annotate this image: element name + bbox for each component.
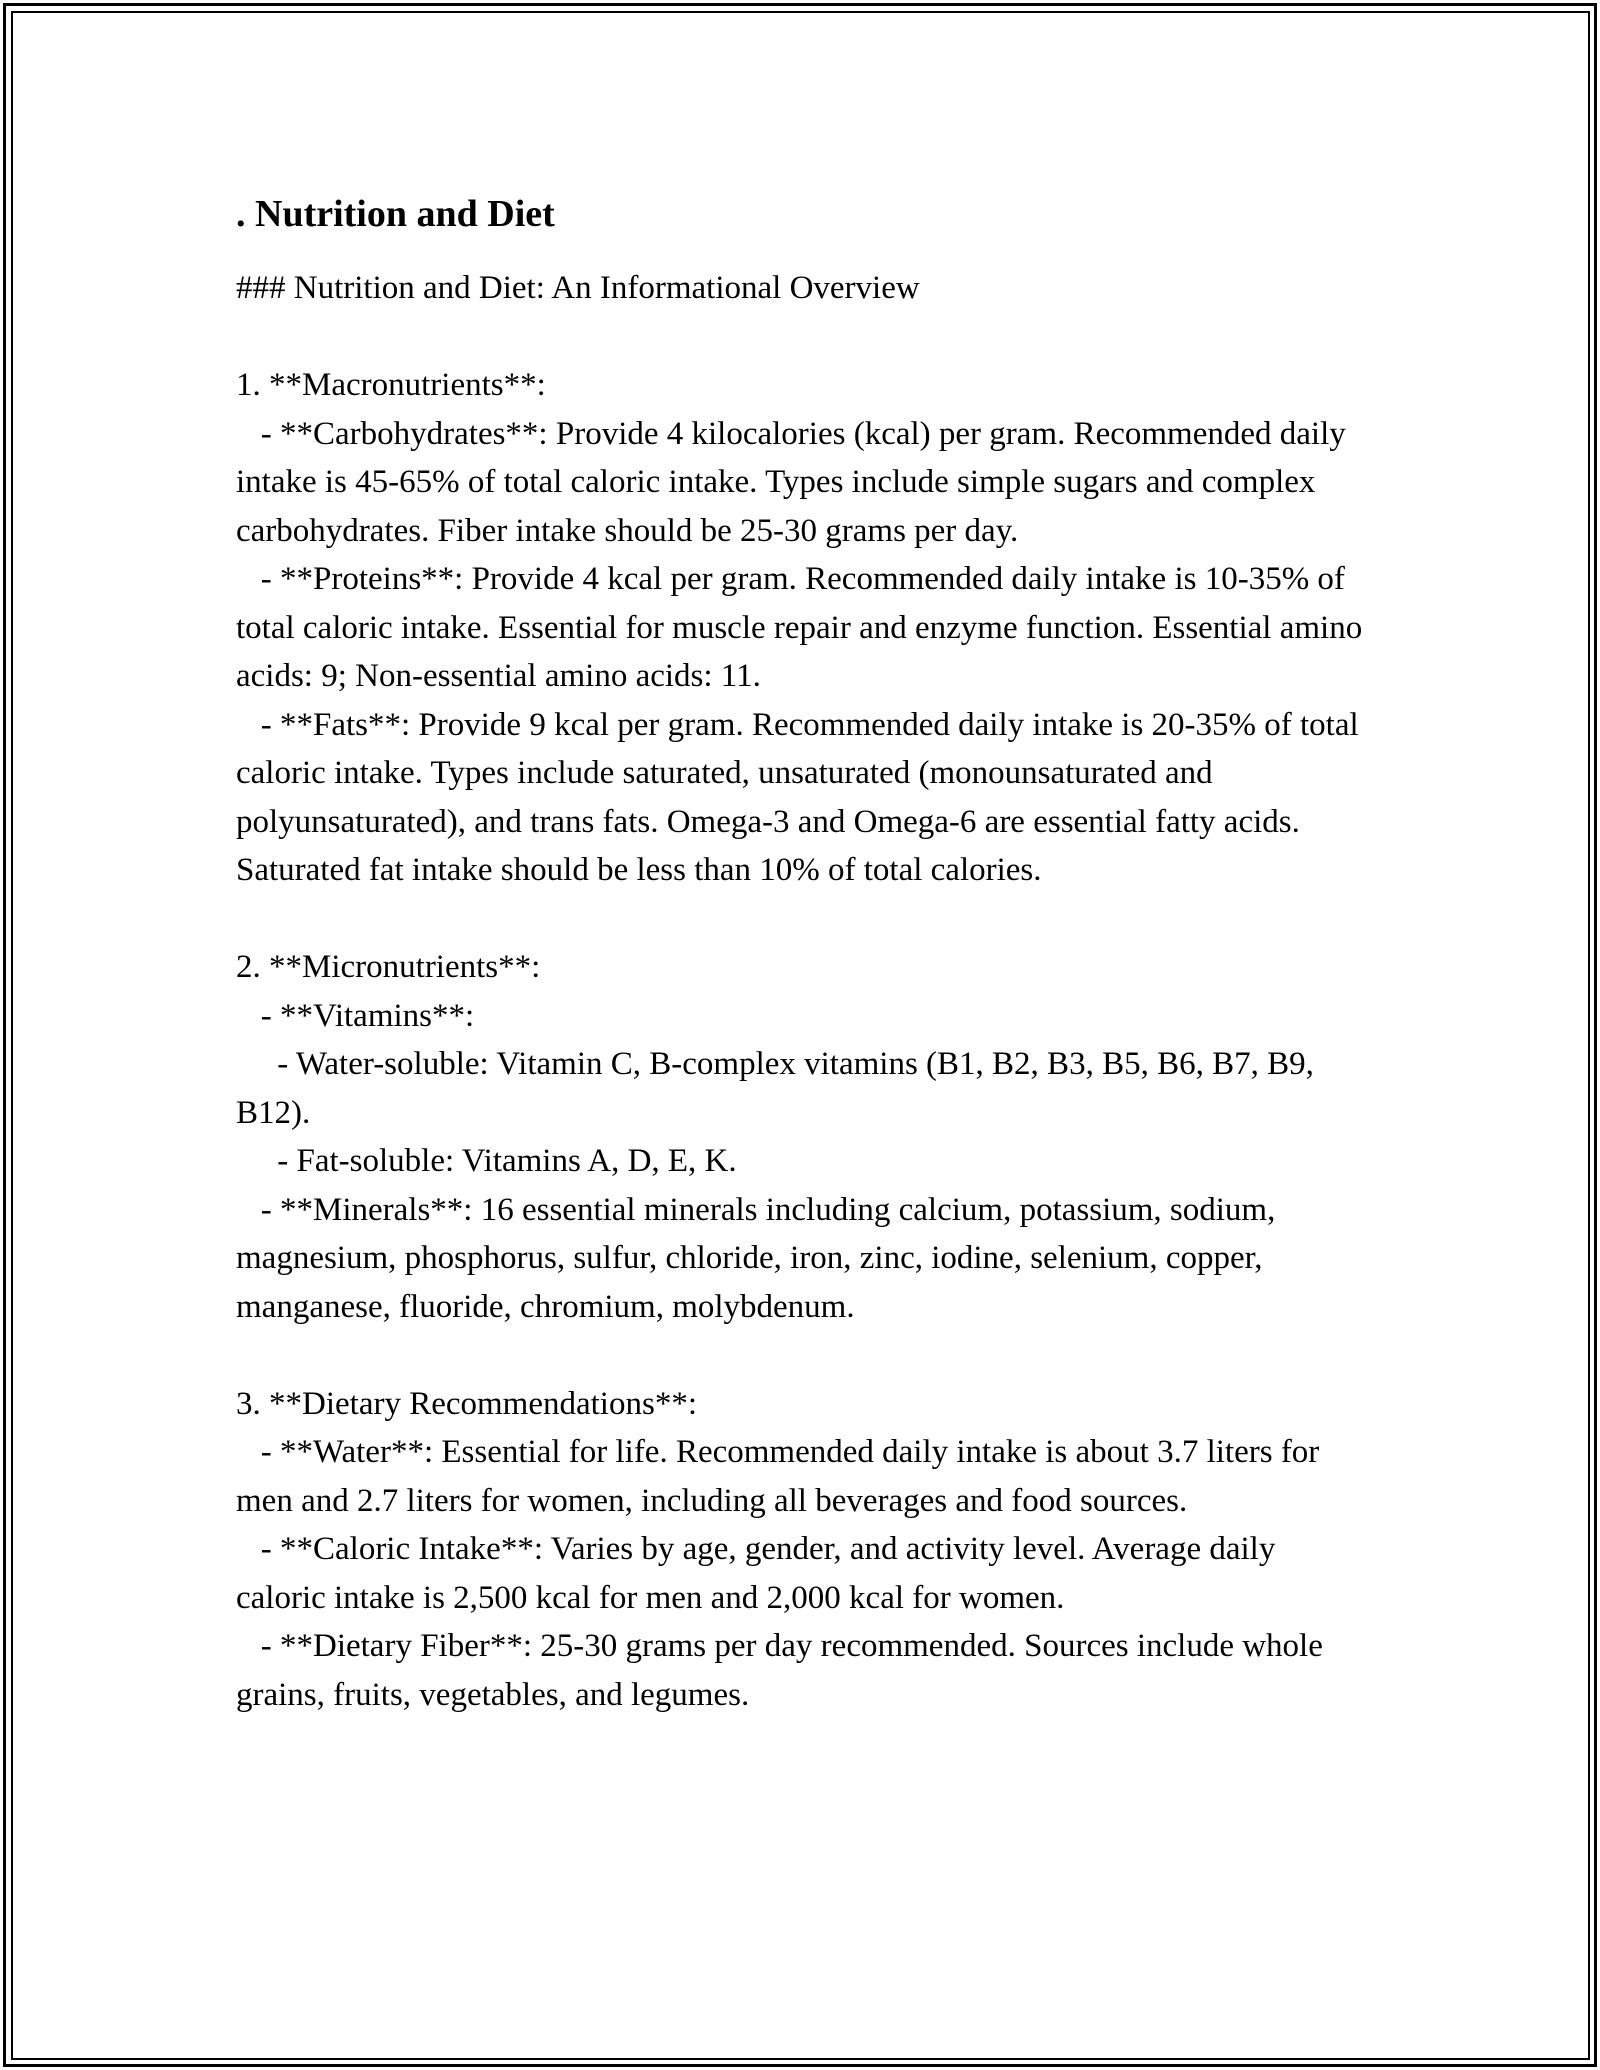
document-page: [236, 190, 1366, 1719]
document-body: ### Nutrition and Diet: An Informational Overview 1. **Macronutrients**: - **Carbohydrates**: Provide 4 kilocalories (kcal) per gram. Recommended daily intake is 45-65% of total caloric intake. Types include simple sugars and complex carbohydrates. Fiber intake should be 25-30 grams per day. - **Proteins**: Provide 4 kcal per gram. Recommended daily intake is 10-35% of total caloric intake. Essential for muscle repair and enzyme function. Essential amino acids: 9; Non-essential amino acids: 11. - **Fats**: Provide 9 kcal per gram. Recommended daily intake is 20-35% of total caloric intake. Types include saturated, unsaturated (monounsaturated and polyunsaturated), and trans fats. Omega-3 and Omega-6 are essential fatty acids. Saturated fat intake should be less than 10% of total calories. 2. **Micronutrients**: - **Vitamins**: - Water-soluble: Vitamin C, B-complex vitamins (B1, B2, B3, B5, B6, B7, B9, B12). - Fat-soluble: Vitamins A, D, E, K. - **Minerals**: 16 essential minerals including calcium, potassium, sodium, magnesium, phosphorus, sulfur, chloride, iron, zinc, iodine, selenium, copper, manganese, fluoride, chromium, molybdenum. 3. **Dietary Recommendations**: - **Water**: Essential for life. Recommended daily intake is about 3.7 liters for men and 2.7 liters for women, including all beverages and food sources. - **Caloric Intake**: Varies by age, gender, and activity level. Average daily caloric intake is 2,500 kcal for men and 2,000 kcal for women. - **Dietary Fiber**: 25-30 grams per day recommended. Sources include whole grains, fruits, vegetables, and legumes.: [236, 270, 1363, 1713]
page-title: . Nutrition and Diet: [236, 193, 555, 235]
